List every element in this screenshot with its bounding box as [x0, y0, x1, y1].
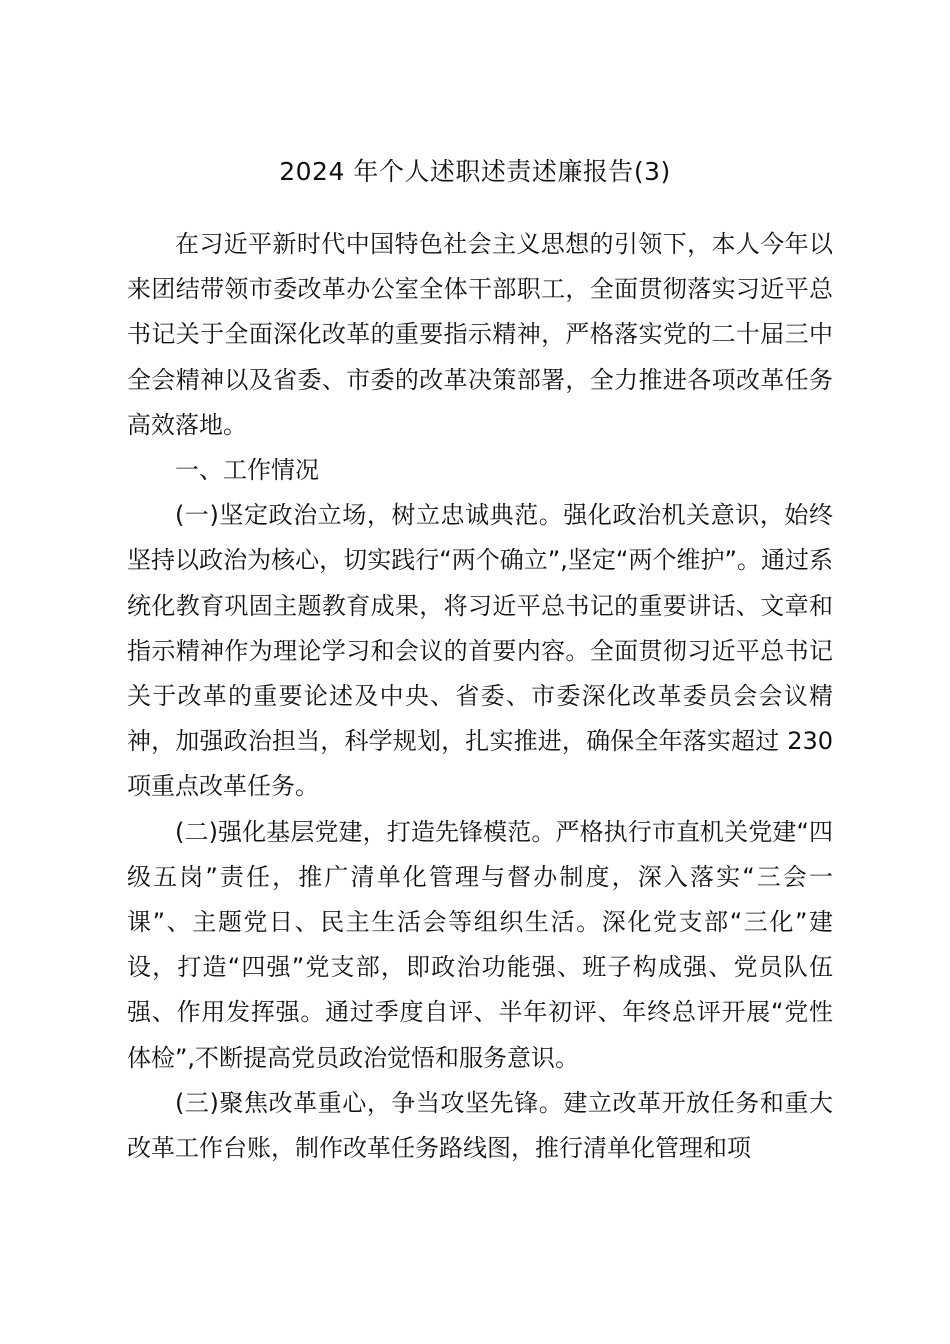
paragraph-reform-focus: (三)聚焦改革重心，争当攻坚先锋。建立改革开放任务和重大改革工作台账，制作改革任务路线图，推行清单化管理和项: [127, 1088, 833, 1163]
intro-paragraph: 在习近平新时代中国特色社会主义思想的引领下，本人今年以来团结带领市委改革办公室全体干部职工，全面贯彻落实习近平总书记关于全面深化改革的重要指示精神，严格落实党的二十届三中全会精神以及省委、市委的改革决策部署，全力推进各项改革任务高效落地。: [127, 230, 833, 439]
document-title: 2024 年个人述职述责述廉报告(3): [279, 157, 671, 186]
document-body: [127, 222, 833, 1171]
paragraph-political-stance: (一)坚定政治立场，树立忠诚典范。强化政治机关意识，始终坚持以政治为核心，切实践行“两个确立”,坚定“两个维护”。通过系统化教育巩固主题教育成果，将习近平总书记的重要讲话、文章和指示精神作为理论学习和会议的首要内容。全面贯彻习近平总书记关于改革的重要论述及中央、省委、市委深化改革委员会会议精神，加强政治担当，科学规划，扎实推进，确保全年落实超过 230 项重点改革任务。: [127, 501, 833, 801]
paragraph-party-building: (二)强化基层党建，打造先锋模范。严格执行市直机关党建“四级五岗”责任，推广清单化管理与督办制度，深入落实“三会一课”、主题党日、民主生活会等组织生活。深化党支部“三化”建设，打造“四强”党支部，即政治功能强、班子构成强、党员队伍强、作用发挥强。通过季度自评、半年初评、年终总评开展“党性体检”,不断提高党员政治觉悟和服务意识。: [127, 817, 833, 1072]
section-heading-work-situation: 一、工作情况: [175, 456, 319, 485]
